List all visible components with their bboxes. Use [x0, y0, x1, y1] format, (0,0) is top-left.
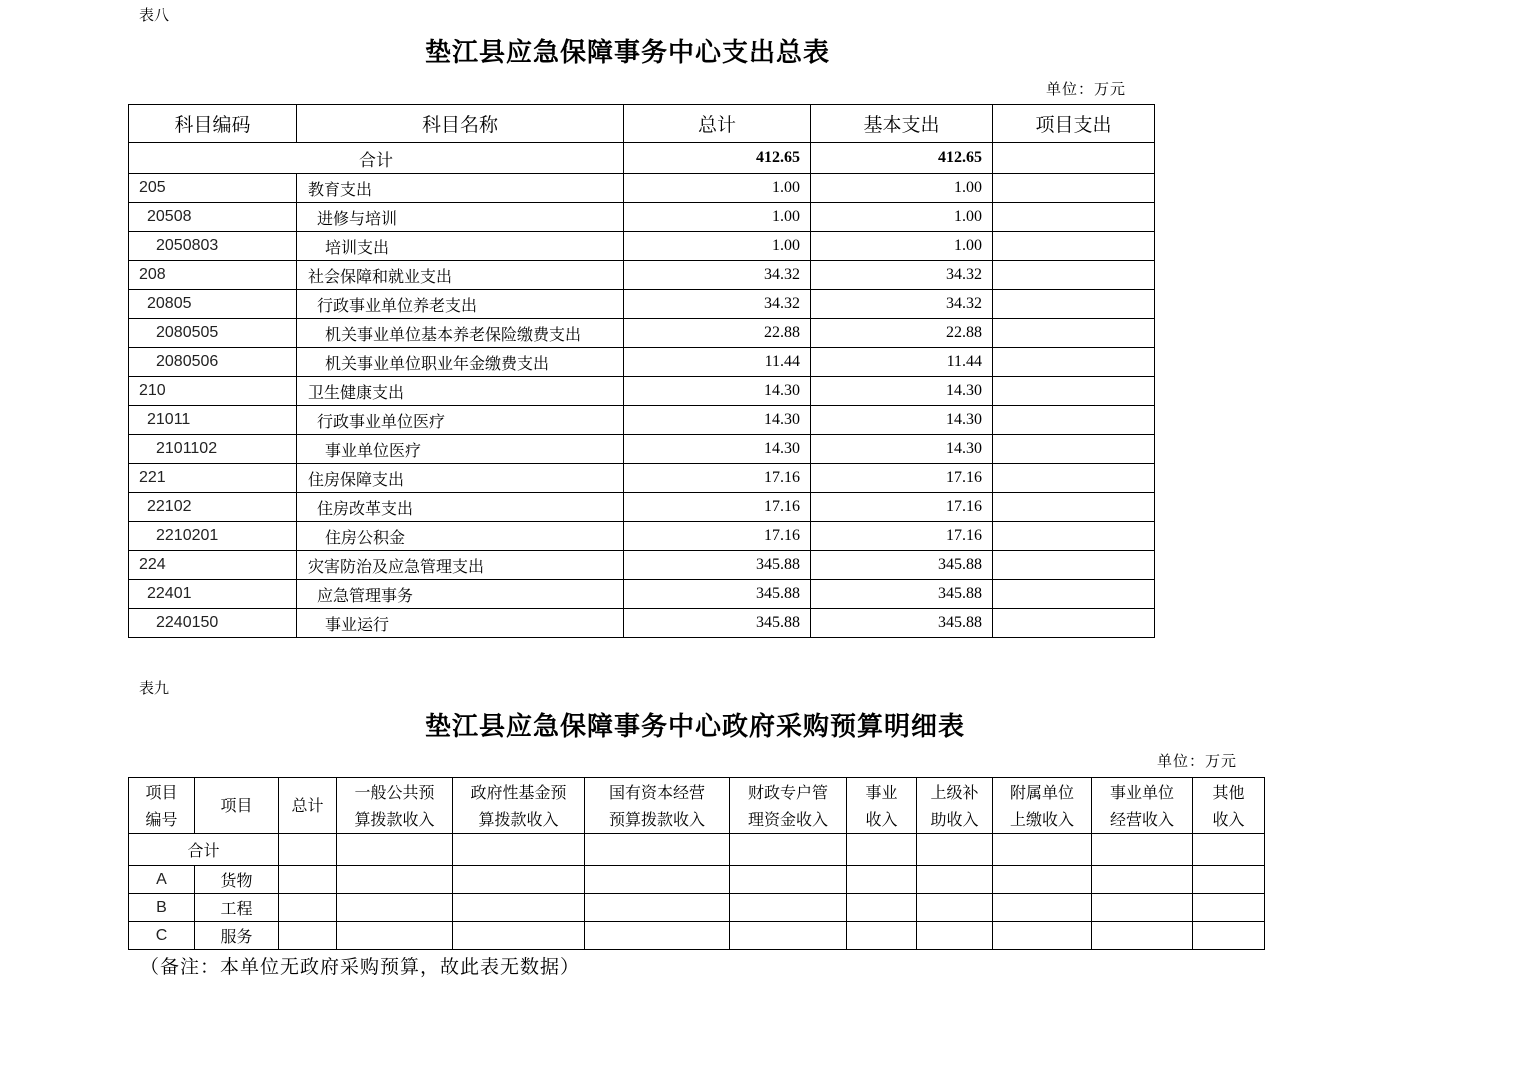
total-cell: 14.30	[624, 377, 811, 406]
subject-code-cell: 208	[129, 261, 297, 290]
table-cell	[1193, 866, 1265, 894]
table-cell	[993, 922, 1092, 950]
total-cell: 1.00	[624, 174, 811, 203]
column-header-line: 一般公共预	[354, 782, 435, 802]
table-cell	[1193, 894, 1265, 922]
table-row	[129, 406, 1155, 435]
column-header	[129, 778, 195, 834]
column-header-line: 算拨款收入	[354, 809, 435, 829]
table8-tag: 表八	[139, 6, 170, 24]
table-cell	[917, 922, 993, 950]
basic-expenditure-cell: 345.88	[811, 580, 993, 609]
basic-expenditure-cell: 14.30	[811, 435, 993, 464]
table-row	[129, 232, 1155, 261]
table-row	[129, 894, 1265, 922]
column-header	[1092, 778, 1193, 834]
table-cell	[279, 922, 337, 950]
column-header-line: 上缴收入	[1009, 809, 1074, 829]
table-row	[129, 493, 1155, 522]
subject-code-cell: 20805	[129, 290, 297, 319]
table-cell	[847, 922, 917, 950]
column-header-line: 收入	[1212, 809, 1245, 829]
project-expenditure-cell	[993, 406, 1155, 435]
table-cell	[917, 894, 993, 922]
column-header-line: 财政专户管	[747, 782, 828, 802]
column-header-line: 算拨款收入	[478, 809, 559, 829]
table-cell	[993, 894, 1092, 922]
total-cell: 17.16	[624, 493, 811, 522]
table-cell	[585, 894, 730, 922]
table-cell	[1092, 866, 1193, 894]
item-name-cell: 服务	[195, 922, 279, 950]
total-cell: 22.88	[624, 319, 811, 348]
project-expenditure-cell	[993, 232, 1155, 261]
basic-expenditure-cell: 34.32	[811, 290, 993, 319]
item-code-cell: C	[129, 922, 195, 950]
table-header-row	[129, 778, 1265, 834]
table-cell	[993, 834, 1092, 866]
subject-name-cell: 事业单位医疗	[297, 435, 624, 464]
table9-unit: 单位：万元	[1157, 752, 1238, 770]
basic-expenditure-cell: 345.88	[811, 609, 993, 638]
project-expenditure-cell	[993, 261, 1155, 290]
subject-code-cell: 2240150	[129, 609, 297, 638]
table-cell	[847, 834, 917, 866]
subject-code-cell: 2101102	[129, 435, 297, 464]
subject-name-cell: 社会保障和就业支出	[297, 261, 624, 290]
project-expenditure-cell	[993, 290, 1155, 319]
project-expenditure-cell	[993, 377, 1155, 406]
table-row	[129, 464, 1155, 493]
subject-name-cell: 应急管理事务	[297, 580, 624, 609]
column-header-line: 事业单位	[1109, 782, 1174, 802]
table-cell	[917, 834, 993, 866]
table-row	[129, 348, 1155, 377]
table-cell	[1092, 894, 1193, 922]
table9-tag: 表九	[139, 679, 170, 697]
table-cell	[993, 866, 1092, 894]
total-cell: 11.44	[624, 348, 811, 377]
table-cell	[279, 834, 337, 866]
column-header-line: 经营收入	[1109, 809, 1174, 829]
subject-name-cell: 机关事业单位职业年金缴费支出	[297, 348, 624, 377]
subject-name-cell: 进修与培训	[297, 203, 624, 232]
column-header	[585, 778, 730, 834]
table9-note: （备注：本单位无政府采购预算，故此表无数据）	[140, 956, 581, 978]
project-expenditure-cell	[993, 464, 1155, 493]
column-header	[1193, 778, 1265, 834]
table-cell	[453, 834, 585, 866]
item-name-cell: 工程	[195, 894, 279, 922]
column-header-line: 收入	[865, 809, 898, 829]
total-cell: 345.88	[624, 551, 811, 580]
subject-code-cell: 221	[129, 464, 297, 493]
column-header	[279, 778, 337, 834]
table8-unit: 单位：万元	[1046, 80, 1127, 98]
project-expenditure-cell	[993, 203, 1155, 232]
total-project-value	[993, 143, 1155, 174]
column-header-line: 其他	[1212, 782, 1245, 802]
basic-expenditure-cell: 345.88	[811, 551, 993, 580]
table-cell	[1092, 834, 1193, 866]
table-cell	[847, 866, 917, 894]
project-expenditure-cell	[993, 580, 1155, 609]
column-header	[195, 778, 279, 834]
table-cell	[730, 834, 847, 866]
total-cell: 345.88	[624, 580, 811, 609]
basic-expenditure-cell: 22.88	[811, 319, 993, 348]
table-row	[129, 551, 1155, 580]
subject-name-cell: 行政事业单位医疗	[297, 406, 624, 435]
basic-expenditure-cell: 17.16	[811, 493, 993, 522]
table-row	[129, 609, 1155, 638]
subject-code-cell: 21011	[129, 406, 297, 435]
column-header	[453, 778, 585, 834]
column-header	[917, 778, 993, 834]
item-code-cell: A	[129, 866, 195, 894]
subject-code-cell: 210	[129, 377, 297, 406]
basic-expenditure-cell: 17.16	[811, 464, 993, 493]
basic-expenditure-cell: 1.00	[811, 174, 993, 203]
item-code-cell: B	[129, 894, 195, 922]
subject-name-cell: 住房保障支出	[297, 464, 624, 493]
project-expenditure-cell	[993, 319, 1155, 348]
table-cell	[730, 894, 847, 922]
column-header-line: 理资金收入	[747, 809, 828, 829]
subject-name-cell: 教育支出	[297, 174, 624, 203]
basic-expenditure-cell: 14.30	[811, 377, 993, 406]
column-header-line: 预算拨款收入	[608, 809, 705, 829]
table-row	[129, 203, 1155, 232]
table-cell	[1193, 834, 1265, 866]
basic-expenditure-cell: 34.32	[811, 261, 993, 290]
table-cell	[337, 834, 453, 866]
header-subject-code: 科目编码	[129, 105, 297, 143]
column-header	[847, 778, 917, 834]
table-cell	[453, 894, 585, 922]
column-header	[337, 778, 453, 834]
subject-code-cell: 2210201	[129, 522, 297, 551]
subject-name-cell: 卫生健康支出	[297, 377, 624, 406]
column-header	[993, 778, 1092, 834]
total-cell: 14.30	[624, 406, 811, 435]
total-cell: 1.00	[624, 203, 811, 232]
subject-code-cell: 2080506	[129, 348, 297, 377]
table-cell	[453, 866, 585, 894]
column-header-line: 总计	[291, 796, 324, 815]
subject-code-cell: 224	[129, 551, 297, 580]
table-cell	[730, 866, 847, 894]
subject-code-cell: 205	[129, 174, 297, 203]
table-header-row	[129, 105, 1155, 143]
table-cell	[585, 834, 730, 866]
total-cell: 17.16	[624, 464, 811, 493]
total-cell: 34.32	[624, 261, 811, 290]
project-expenditure-cell	[993, 435, 1155, 464]
total-row	[129, 834, 1265, 866]
column-header-line: 附属单位	[1009, 782, 1074, 802]
table-row	[129, 922, 1265, 950]
subject-name-cell: 灾害防治及应急管理支出	[297, 551, 624, 580]
table-row	[129, 319, 1155, 348]
total-cell: 17.16	[624, 522, 811, 551]
table-row	[129, 435, 1155, 464]
table8-title: 垫江县应急保障事务中心支出总表	[425, 38, 831, 68]
subject-code-cell: 22401	[129, 580, 297, 609]
table-cell	[1092, 922, 1193, 950]
project-expenditure-cell	[993, 522, 1155, 551]
subject-name-cell: 事业运行	[297, 609, 624, 638]
table-row	[129, 580, 1155, 609]
table-cell	[279, 866, 337, 894]
table-row	[129, 377, 1155, 406]
total-cell: 34.32	[624, 290, 811, 319]
table-row	[129, 866, 1265, 894]
subject-name-cell: 住房公积金	[297, 522, 624, 551]
table-row	[129, 522, 1155, 551]
subject-name-cell: 机关事业单位基本养老保险缴费支出	[297, 319, 624, 348]
column-header-line: 编号	[145, 809, 178, 829]
project-expenditure-cell	[993, 609, 1155, 638]
table-cell	[453, 922, 585, 950]
project-expenditure-cell	[993, 551, 1155, 580]
column-header-line: 项目	[145, 782, 178, 802]
basic-expenditure-cell: 1.00	[811, 232, 993, 261]
column-header-line: 上级补	[930, 782, 979, 802]
basic-expenditure-cell: 1.00	[811, 203, 993, 232]
table-row	[129, 174, 1155, 203]
procurement-budget-table	[128, 777, 1265, 950]
table-cell	[337, 894, 453, 922]
subject-name-cell: 培训支出	[297, 232, 624, 261]
column-header-line: 国有资本经营	[608, 782, 705, 802]
subject-code-cell: 20508	[129, 203, 297, 232]
subject-code-cell: 2080505	[129, 319, 297, 348]
table-cell	[1193, 922, 1265, 950]
expenditure-summary-table	[128, 104, 1155, 638]
total-value: 412.65	[624, 143, 811, 174]
total-cell: 345.88	[624, 609, 811, 638]
column-header	[730, 778, 847, 834]
total-basic-value: 412.65	[811, 143, 993, 174]
table-cell	[279, 894, 337, 922]
header-basic-expenditure: 基本支出	[811, 105, 993, 143]
subject-name-cell: 行政事业单位养老支出	[297, 290, 624, 319]
table-cell	[337, 866, 453, 894]
header-subject-name: 科目名称	[297, 105, 624, 143]
basic-expenditure-cell: 11.44	[811, 348, 993, 377]
subject-name-cell: 住房改革支出	[297, 493, 624, 522]
table-row	[129, 261, 1155, 290]
table-cell	[337, 922, 453, 950]
subject-code-cell: 22102	[129, 493, 297, 522]
total-cell: 14.30	[624, 435, 811, 464]
column-header-line: 事业	[865, 782, 898, 802]
subject-code-cell: 2050803	[129, 232, 297, 261]
project-expenditure-cell	[993, 174, 1155, 203]
project-expenditure-cell	[993, 493, 1155, 522]
table-cell	[585, 866, 730, 894]
basic-expenditure-cell: 14.30	[811, 406, 993, 435]
project-expenditure-cell	[993, 348, 1155, 377]
basic-expenditure-cell: 17.16	[811, 522, 993, 551]
header-total: 总计	[624, 105, 811, 143]
total-cell: 1.00	[624, 232, 811, 261]
total-label: 合计	[129, 834, 279, 866]
item-name-cell: 货物	[195, 866, 279, 894]
column-header-line: 项目	[220, 796, 253, 815]
total-row	[129, 143, 1155, 174]
header-project-expenditure: 项目支出	[993, 105, 1155, 143]
table9-title: 垫江县应急保障事务中心政府采购预算明细表	[425, 712, 966, 742]
column-header-line: 助收入	[930, 809, 979, 829]
table-row	[129, 290, 1155, 319]
table-cell	[585, 922, 730, 950]
column-header-line: 政府性基金预	[470, 782, 567, 802]
table-cell	[917, 866, 993, 894]
table-cell	[730, 922, 847, 950]
table-cell	[847, 894, 917, 922]
total-label: 合计	[129, 143, 624, 174]
